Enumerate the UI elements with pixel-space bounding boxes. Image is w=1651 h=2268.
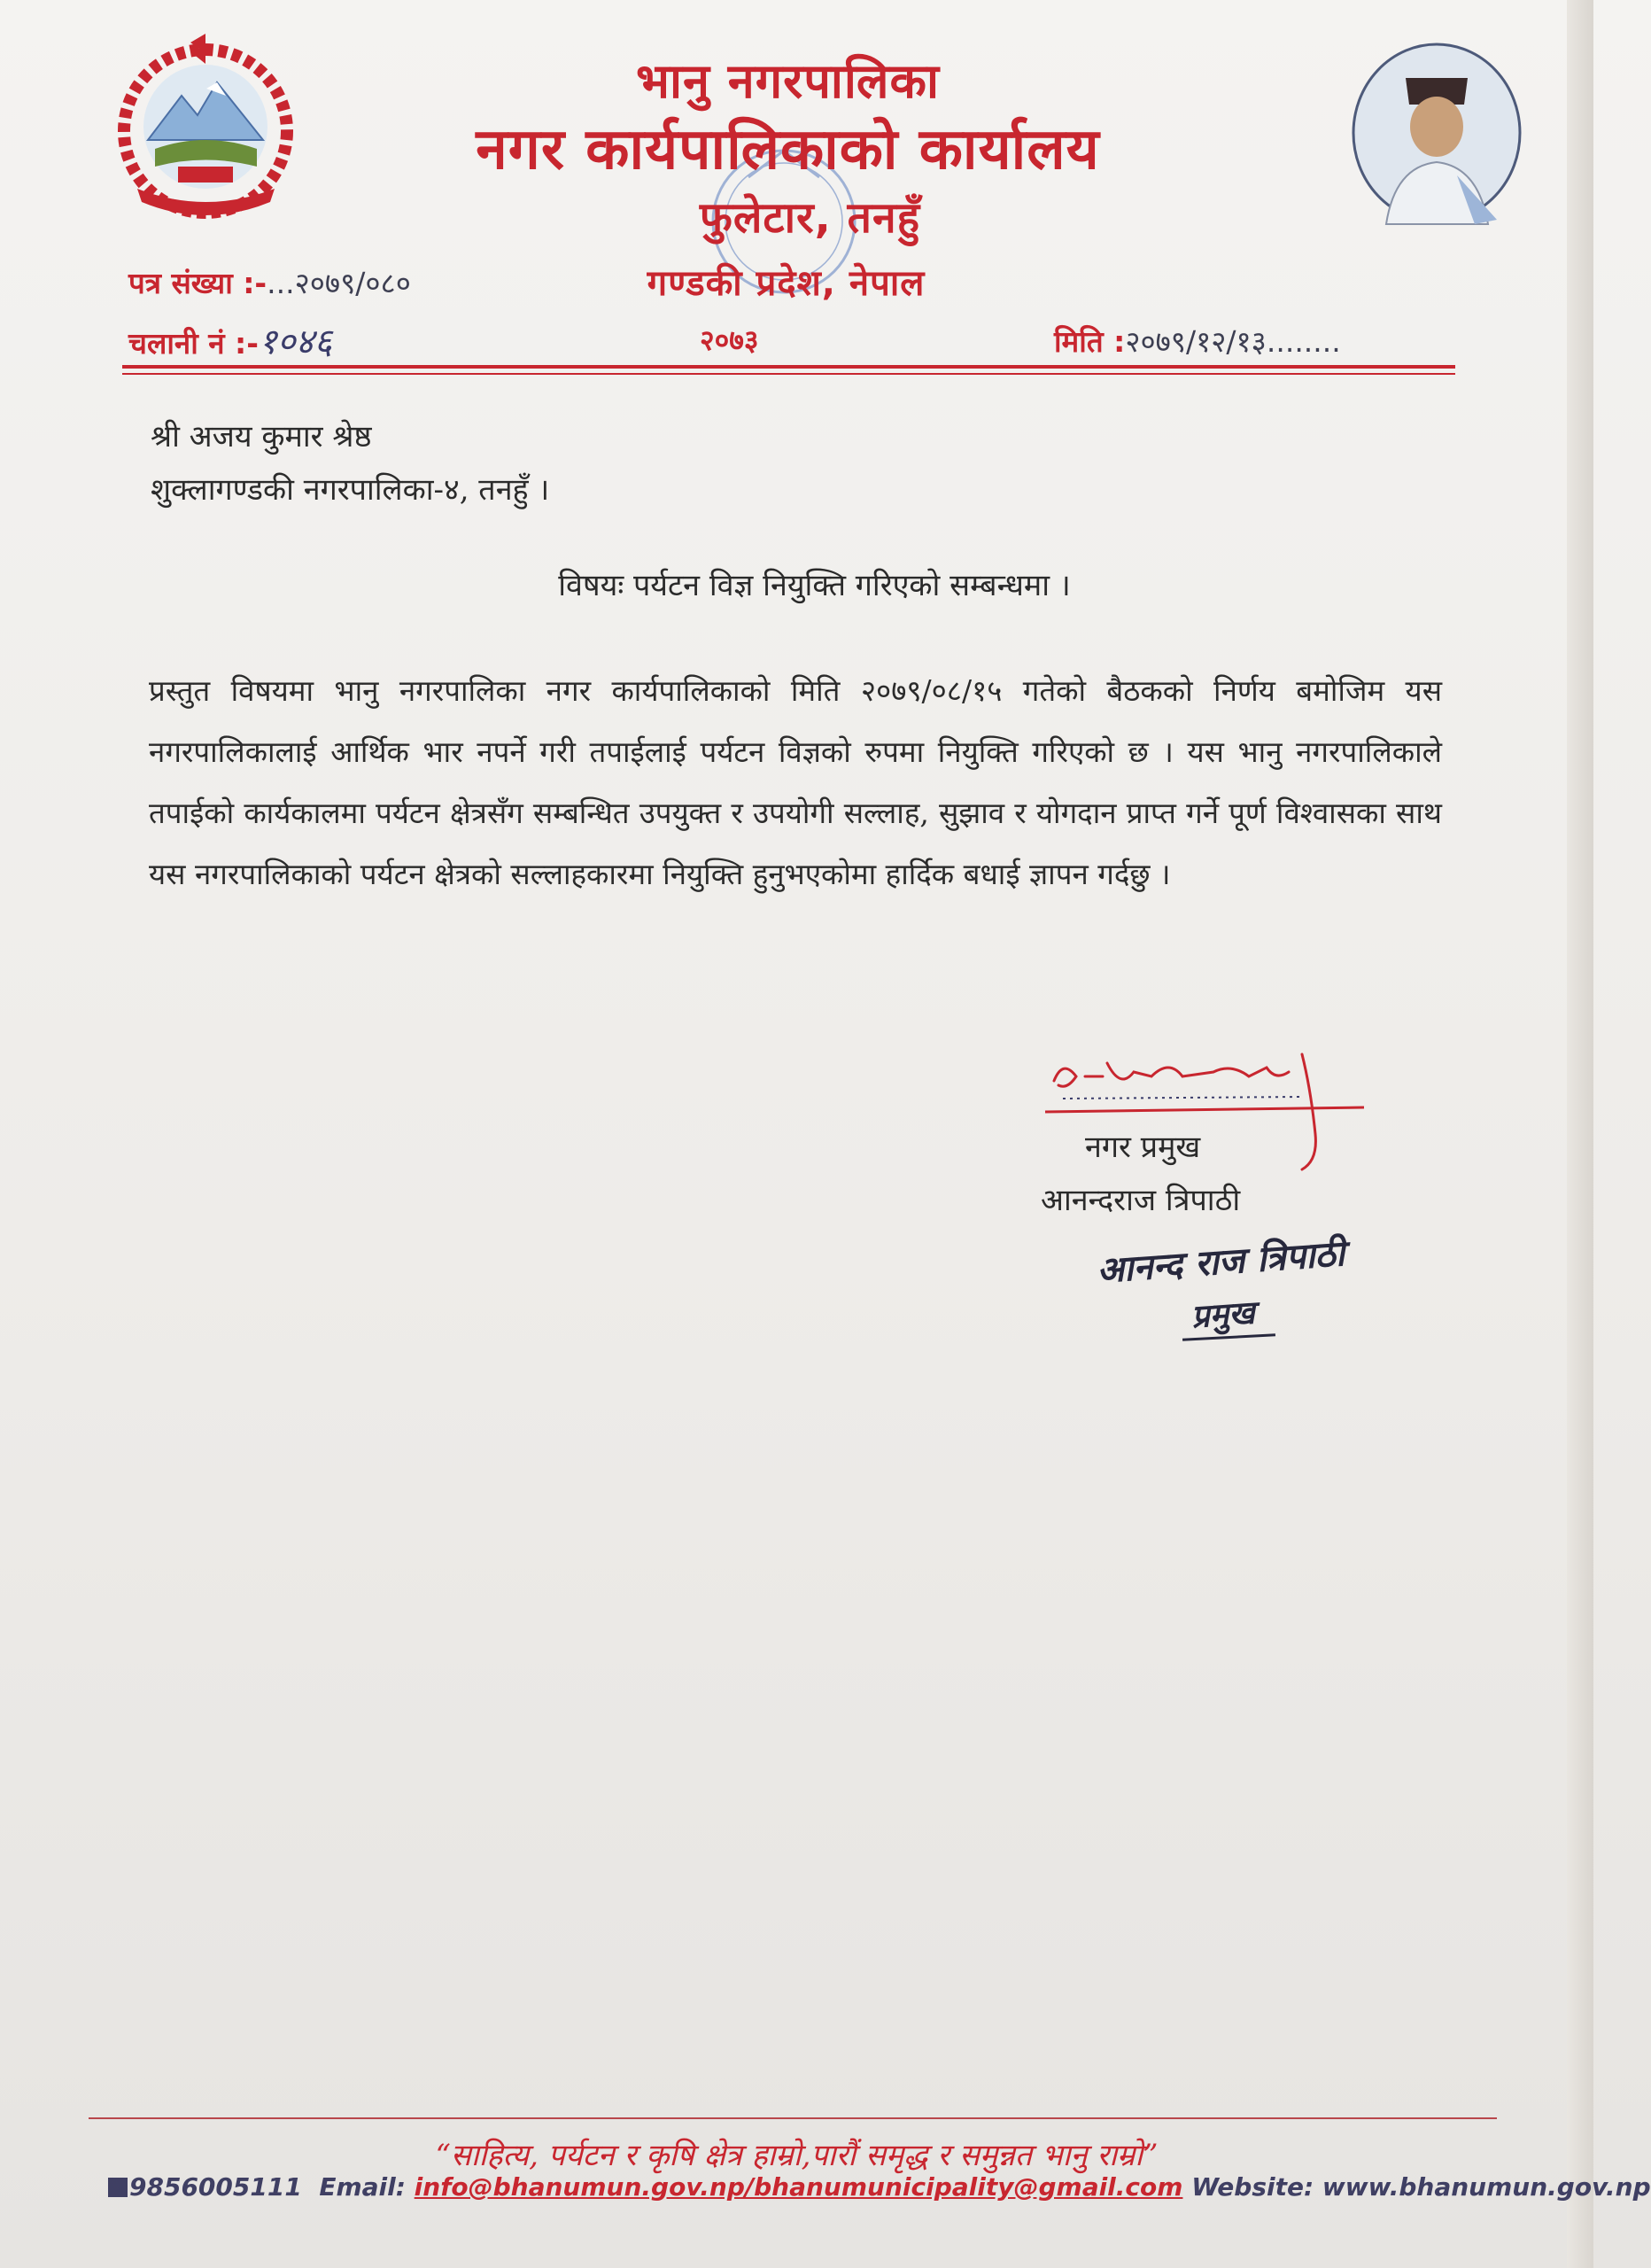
- municipality-name: भानु नगरपालिका: [636, 53, 940, 109]
- office-name: नगर कार्यपालिकाको कार्यालय: [476, 117, 1100, 183]
- letter-number: [128, 262, 411, 302]
- letter-number-value: ...२०७९/०८०: [267, 266, 411, 300]
- page-edge: [1567, 0, 1593, 2268]
- letter-date-value: २०७९/१२/१३........: [1125, 324, 1341, 359]
- footer-email-label: Email:: [319, 2172, 406, 2202]
- footer-website-label: Website:: [1191, 2172, 1314, 2202]
- footer-motto: “साहित्य, पर्यटन र कृषि क्षेत्र हाम्रो,पारौं समृद्ध र समुन्नत भानु राम्रो”: [435, 2138, 1159, 2173]
- office-location: फुलेटार, तनहुँ: [699, 193, 921, 243]
- signatory-name: आनन्दराज त्रिपाठी: [1041, 1183, 1241, 1218]
- dispatch-number-value: १०४६: [258, 322, 333, 362]
- header-divider: [122, 365, 1455, 369]
- footer-website-link[interactable]: www.bhanumun.gov.np: [1322, 2172, 1651, 2202]
- footer-email-link[interactable]: info@bhanumun.gov.np/bhanumunicipality@gmail.com: [414, 2172, 1183, 2202]
- recipient-address: शुक्लागण्डकी नगरपालिका-४, तनहुँ ।: [151, 472, 550, 508]
- footer-contact: [108, 2172, 1651, 2202]
- signatory-title: नगर प्रमुख: [1085, 1130, 1201, 1165]
- phone-icon: [108, 2178, 128, 2197]
- province-country: गण्डकी प्रदेश, नेपाल: [647, 263, 926, 304]
- dispatch-number-label: चलानी नं :-: [128, 326, 259, 361]
- letter-date-label: मिति :: [1054, 324, 1126, 359]
- letter-date: [1054, 321, 1341, 361]
- footer-phone: 9856005111: [129, 2172, 302, 2202]
- recipient-name: श्री अजय कुमार श्रेष्ठ: [151, 419, 372, 454]
- footer-divider: [89, 2117, 1497, 2119]
- stamp-signatory-name: आनन्द राज त्रिपाठी: [1095, 1233, 1346, 1292]
- letter-number-label: पत्र संख्या :-: [128, 266, 267, 300]
- letter-body: प्रस्तुत विषयमा भानु नगरपालिका नगर कार्यपालिकाको मिति २०७९/०८/१५ गतेको बैठकको निर्णय बमोजिम यस नगरपालिकालाई आर्थिक भार नपर्ने गरी तपाईलाई पर्यटन विज्ञको रुपमा नियुक्ति गरिएको छ । यस भानु नगरपालिकाले तपाईको कार्यकालमा पर्यटन क्षेत्रसँग सम्बन्धित उपयुक्त र उपयोगी सल्लाह, सुझाव र योगदान प्राप्त गर्ने पूर्ण विश्वासका साथ यस नगरपालिकाको पर्यटन क्षेत्रको सल्लाहकारमा नियुक्ति हुनुभएकोमा हार्दिक बधाई ज्ञापन गर्दछु ।: [149, 673, 1442, 891]
- letter-subject: विषयः पर्यटन विज्ञ नियुक्ति गरिएको सम्बन्धमा ।: [558, 568, 1071, 603]
- stamp-signatory-title: प्रमुख: [1190, 1294, 1256, 1336]
- established-year: २०७३: [700, 323, 759, 357]
- header-divider-thin: [122, 373, 1455, 375]
- dispatch-number: [128, 315, 332, 364]
